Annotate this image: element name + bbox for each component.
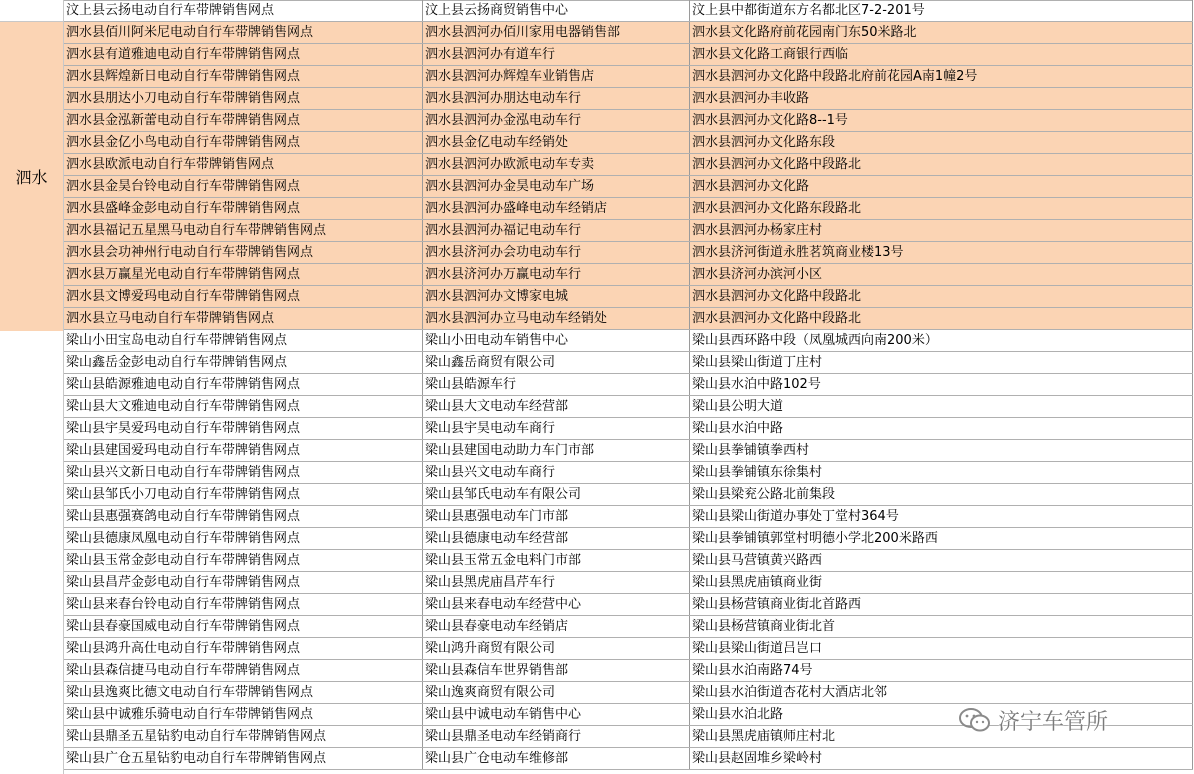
address-cell[interactable]: 泗水县泗河办文化路中段路北府前花园A南1幢2号 bbox=[690, 66, 1193, 87]
address-cell[interactable]: 汶上县中都街道东方名都北区7-2-201号 bbox=[690, 0, 1193, 21]
address-cell[interactable]: 梁山县水泊中路 bbox=[690, 418, 1193, 439]
table-row bbox=[64, 176, 1193, 198]
table-row bbox=[64, 418, 1193, 440]
table-row bbox=[64, 550, 1193, 572]
watermark bbox=[958, 702, 1158, 738]
dealer-cell[interactable]: 泗水县文博爱玛电动自行车带牌销售网点 bbox=[64, 286, 423, 307]
company-cell[interactable]: 梁山县宇昊电动车商行 bbox=[423, 418, 690, 439]
address-cell[interactable]: 泗水县泗河办杨家庄村 bbox=[690, 220, 1193, 241]
table-row bbox=[64, 132, 1193, 154]
company-cell[interactable]: 泗水县济河办万赢电动车行 bbox=[423, 264, 690, 285]
company-cell[interactable]: 泗水县泗河办立马电动车经销处 bbox=[423, 308, 690, 329]
company-cell[interactable]: 梁山县邹氏电动车有限公司 bbox=[423, 484, 690, 505]
dealer-cell[interactable]: 梁山县皓源雅迪电动自行车带牌销售网点 bbox=[64, 374, 423, 395]
dealer-cell[interactable]: 梁山县宇昊爱玛电动自行车带牌销售网点 bbox=[64, 418, 423, 439]
dealer-cell[interactable]: 梁山县鸿升高仕电动自行车带牌销售网点 bbox=[64, 638, 423, 659]
company-cell[interactable]: 泗水县金亿电动车经销处 bbox=[423, 132, 690, 153]
address-cell[interactable]: 泗水县泗河办文化路东段路北 bbox=[690, 198, 1193, 219]
address-cell[interactable]: 梁山县梁山街道丁庄村 bbox=[690, 352, 1193, 373]
dealer-cell[interactable]: 泗水县朋达小刀电动自行车带牌销售网点 bbox=[64, 88, 423, 109]
company-cell[interactable]: 梁山鸿升商贸有限公司 bbox=[423, 638, 690, 659]
dealer-cell[interactable]: 泗水县福记五星黑马电动自行车带牌销售网点 bbox=[64, 220, 423, 241]
dealer-cell[interactable]: 梁山县邹氏小刀电动自行车带牌销售网点 bbox=[64, 484, 423, 505]
dealer-cell[interactable]: 泗水县有道雅迪电动自行车带牌销售网点 bbox=[64, 44, 423, 65]
table-row bbox=[64, 396, 1193, 418]
table-row bbox=[64, 286, 1193, 308]
address-cell[interactable]: 梁山县拳铺镇拳西村 bbox=[690, 440, 1193, 461]
company-cell[interactable]: 汶上县云扬商贸销售中心 bbox=[423, 0, 690, 21]
address-cell[interactable]: 梁山县水泊北路 bbox=[690, 704, 1193, 725]
watermark-text: 济宁车管所 bbox=[998, 709, 1109, 735]
region-cell-sishui[interactable] bbox=[0, 22, 64, 331]
company-cell[interactable]: 泗水县泗河办佰川家用电器销售部 bbox=[423, 22, 690, 43]
table-row bbox=[64, 66, 1193, 88]
table-row bbox=[64, 0, 1193, 22]
company-cell[interactable]: 梁山县中诚电动车销售中心 bbox=[423, 704, 690, 725]
dealer-cell[interactable]: 梁山县春豪国威电动自行车带牌销售网点 bbox=[64, 616, 423, 637]
company-cell[interactable]: 梁山县森信车世界销售部 bbox=[423, 660, 690, 681]
table-row bbox=[64, 44, 1193, 66]
table-row bbox=[64, 638, 1193, 660]
dealer-cell[interactable]: 泗水县金亿小鸟电动自行车带牌销售网点 bbox=[64, 132, 423, 153]
address-cell[interactable]: 梁山县水泊街道杏花村大酒店北邻 bbox=[690, 682, 1193, 703]
dealer-cell[interactable]: 梁山县兴文新日电动自行车带牌销售网点 bbox=[64, 462, 423, 483]
company-cell[interactable]: 梁山县建国电动助力车门市部 bbox=[423, 440, 690, 461]
address-cell[interactable]: 梁山县梁兖公路北前集段 bbox=[690, 484, 1193, 505]
dealer-cell[interactable]: 梁山县玉常金彭电动自行车带牌销售网点 bbox=[64, 550, 423, 571]
table-row bbox=[64, 682, 1193, 704]
dealer-cell[interactable]: 泗水县会功神州行电动自行车带牌销售网点 bbox=[64, 242, 423, 263]
company-cell[interactable]: 梁山县鼎圣电动车经销商行 bbox=[423, 726, 690, 747]
address-cell[interactable]: 泗水县济河办滨河小区 bbox=[690, 264, 1193, 285]
table-row bbox=[64, 22, 1193, 44]
table-row bbox=[64, 154, 1193, 176]
address-cell[interactable]: 泗水县文化路工商银行西临 bbox=[690, 44, 1193, 65]
table-row bbox=[64, 440, 1193, 462]
table-row bbox=[64, 594, 1193, 616]
table-row bbox=[64, 198, 1193, 220]
company-cell[interactable]: 泗水县泗河办欧派电动车专卖 bbox=[423, 154, 690, 175]
dealer-cell[interactable]: 梁山县德康凤凰电动自行车带牌销售网点 bbox=[64, 528, 423, 549]
table-row bbox=[64, 110, 1193, 132]
wechat-icon bbox=[958, 707, 992, 733]
company-cell[interactable]: 泗水县泗河办有道车行 bbox=[423, 44, 690, 65]
dealer-cell[interactable]: 泗水县欧派电动自行车带牌销售网点 bbox=[64, 154, 423, 175]
table-row bbox=[64, 330, 1193, 352]
table-row bbox=[64, 264, 1193, 286]
company-cell[interactable]: 泗水县泗河办福记电动车行 bbox=[423, 220, 690, 241]
dealer-cell[interactable]: 泗水县立马电动自行车带牌销售网点 bbox=[64, 308, 423, 329]
region-label: 泗水 bbox=[15, 168, 48, 187]
table-row bbox=[64, 88, 1193, 110]
dealer-cell[interactable]: 梁山小田宝岛电动自行车带牌销售网点 bbox=[64, 330, 423, 351]
dealer-cell[interactable]: 梁山县鼎圣五星钻豹电动自行车带牌销售网点 bbox=[64, 726, 423, 747]
table-row bbox=[64, 506, 1193, 528]
table-row bbox=[64, 484, 1193, 506]
company-cell[interactable]: 梁山县惠强电动车门市部 bbox=[423, 506, 690, 527]
dealer-cell[interactable]: 梁山县森信捷马电动自行车带牌销售网点 bbox=[64, 660, 423, 681]
table-row bbox=[64, 462, 1193, 484]
company-cell[interactable]: 梁山县大文电动车经营部 bbox=[423, 396, 690, 417]
address-cell[interactable]: 梁山县赵固堆乡梁岭村 bbox=[690, 748, 1193, 769]
dealer-cell[interactable]: 梁山县惠强赛鸽电动自行车带牌销售网点 bbox=[64, 506, 423, 527]
address-cell[interactable]: 泗水县泗河办文化路8--1号 bbox=[690, 110, 1193, 131]
company-cell[interactable]: 泗水县泗河办朋达电动车行 bbox=[423, 88, 690, 109]
table-row bbox=[64, 748, 1193, 770]
dealer-cell[interactable]: 梁山县来春台铃电动自行车带牌销售网点 bbox=[64, 594, 423, 615]
company-cell[interactable]: 梁山县玉常五金电料门市部 bbox=[423, 550, 690, 571]
address-cell[interactable]: 泗水县泗河办丰收路 bbox=[690, 88, 1193, 109]
address-cell[interactable]: 泗水县泗河办文化路 bbox=[690, 176, 1193, 197]
table-row bbox=[64, 308, 1193, 330]
company-cell[interactable]: 泗水县济河办会功电动车行 bbox=[423, 242, 690, 263]
company-cell[interactable]: 梁山小田电动车销售中心 bbox=[423, 330, 690, 351]
dealer-cell[interactable]: 梁山县建国爱玛电动自行车带牌销售网点 bbox=[64, 440, 423, 461]
region-cell-empty[interactable] bbox=[0, 0, 64, 22]
dealer-cell[interactable]: 梁山县昌芹金彭电动自行车带牌销售网点 bbox=[64, 572, 423, 593]
company-cell[interactable]: 梁山逸爽商贸有限公司 bbox=[423, 682, 690, 703]
dealer-cell[interactable]: 梁山县逸爽比德文电动自行车带牌销售网点 bbox=[64, 682, 423, 703]
company-cell[interactable]: 梁山县德康电动车经营部 bbox=[423, 528, 690, 549]
table-row bbox=[64, 572, 1193, 594]
address-cell[interactable]: 泗水县济河街道永胜茗筑商业楼13号 bbox=[690, 242, 1193, 263]
company-cell[interactable]: 梁山鑫岳商贸有限公司 bbox=[423, 352, 690, 373]
dealer-cell[interactable]: 泗水县金昊台铃电动自行车带牌销售网点 bbox=[64, 176, 423, 197]
address-cell[interactable]: 梁山县拳铺镇东徐集村 bbox=[690, 462, 1193, 483]
address-cell[interactable]: 梁山县水泊南路74号 bbox=[690, 660, 1193, 681]
dealer-cell[interactable]: 泗水县辉煌新日电动自行车带牌销售网点 bbox=[64, 66, 423, 87]
address-cell[interactable]: 泗水县泗河办文化路东段 bbox=[690, 132, 1193, 153]
table-row bbox=[64, 660, 1193, 682]
address-cell[interactable]: 梁山县梁山街道办事处丁堂村364号 bbox=[690, 506, 1193, 527]
company-cell[interactable]: 泗水县泗河办金昊电动车广场 bbox=[423, 176, 690, 197]
table-row bbox=[64, 616, 1193, 638]
company-cell[interactable]: 泗水县泗河办盛峰电动车经销店 bbox=[423, 198, 690, 219]
company-cell[interactable]: 泗水县泗河办文博家电城 bbox=[423, 286, 690, 307]
address-cell[interactable]: 泗水县文化路府前花园南门东50米路北 bbox=[690, 22, 1193, 43]
table-row bbox=[64, 220, 1193, 242]
address-cell[interactable]: 梁山县西环路中段（凤凰城西向南200米） bbox=[690, 330, 1193, 351]
dealer-cell[interactable]: 汶上县云扬电动自行车带牌销售网点 bbox=[64, 0, 423, 21]
dealer-cell[interactable]: 梁山县中诚雅乐骑电动自行车带牌销售网点 bbox=[64, 704, 423, 725]
dealer-cell[interactable]: 泗水县金泓新蕾电动自行车带牌销售网点 bbox=[64, 110, 423, 131]
dealer-cell[interactable]: 梁山县广仓五星钻豹电动自行车带牌销售网点 bbox=[64, 748, 423, 769]
dealer-cell[interactable]: 梁山县大文雅迪电动自行车带牌销售网点 bbox=[64, 396, 423, 417]
dealer-cell[interactable]: 泗水县盛峰金彭电动自行车带牌销售网点 bbox=[64, 198, 423, 219]
address-cell[interactable]: 梁山县水泊中路102号 bbox=[690, 374, 1193, 395]
table-row bbox=[64, 528, 1193, 550]
dealer-cell[interactable]: 泗水县佰川阿米尼电动自行车带牌销售网点 bbox=[64, 22, 423, 43]
dealer-cell[interactable]: 泗水县万赢星光电动自行车带牌销售网点 bbox=[64, 264, 423, 285]
company-cell[interactable]: 泗水县泗河办金泓电动车行 bbox=[423, 110, 690, 131]
dealer-cell[interactable]: 梁山鑫岳金彭电动自行车带牌销售网点 bbox=[64, 352, 423, 373]
table-row bbox=[64, 374, 1193, 396]
company-cell[interactable]: 梁山县皓源车行 bbox=[423, 374, 690, 395]
address-cell[interactable]: 梁山县黑虎庙镇师庄村北 bbox=[690, 726, 1193, 747]
table-row bbox=[64, 242, 1193, 264]
region-cell-empty[interactable] bbox=[0, 331, 64, 774]
company-cell[interactable]: 梁山县广仓电动车维修部 bbox=[423, 748, 690, 769]
address-cell[interactable]: 梁山县拳铺镇郭堂村明德小学北200米路西 bbox=[690, 528, 1193, 549]
table-row bbox=[64, 352, 1193, 374]
address-cell[interactable]: 梁山县杨营镇商业街北首路西 bbox=[690, 594, 1193, 615]
company-cell[interactable]: 梁山县黑虎庙昌芹车行 bbox=[423, 572, 690, 593]
address-cell[interactable]: 泗水县泗河办文化路中段路北 bbox=[690, 154, 1193, 175]
company-cell[interactable]: 梁山县春豪电动车经销店 bbox=[423, 616, 690, 637]
company-cell[interactable]: 梁山县来春电动车经营中心 bbox=[423, 594, 690, 615]
address-cell[interactable]: 梁山县黑虎庙镇商业街 bbox=[690, 572, 1193, 593]
address-cell[interactable]: 梁山县公明大道 bbox=[690, 396, 1193, 417]
address-cell[interactable]: 梁山县马营镇黄兴路西 bbox=[690, 550, 1193, 571]
address-cell[interactable]: 泗水县泗河办文化路中段路北 bbox=[690, 286, 1193, 307]
address-cell[interactable]: 梁山县梁山街道吕岂口 bbox=[690, 638, 1193, 659]
address-cell[interactable]: 梁山县杨营镇商业街北首 bbox=[690, 616, 1193, 637]
address-cell[interactable]: 泗水县泗河办文化路中段路北 bbox=[690, 308, 1193, 329]
company-cell[interactable]: 泗水县泗河办辉煌车业销售店 bbox=[423, 66, 690, 87]
company-cell[interactable]: 梁山县兴文电动车商行 bbox=[423, 462, 690, 483]
